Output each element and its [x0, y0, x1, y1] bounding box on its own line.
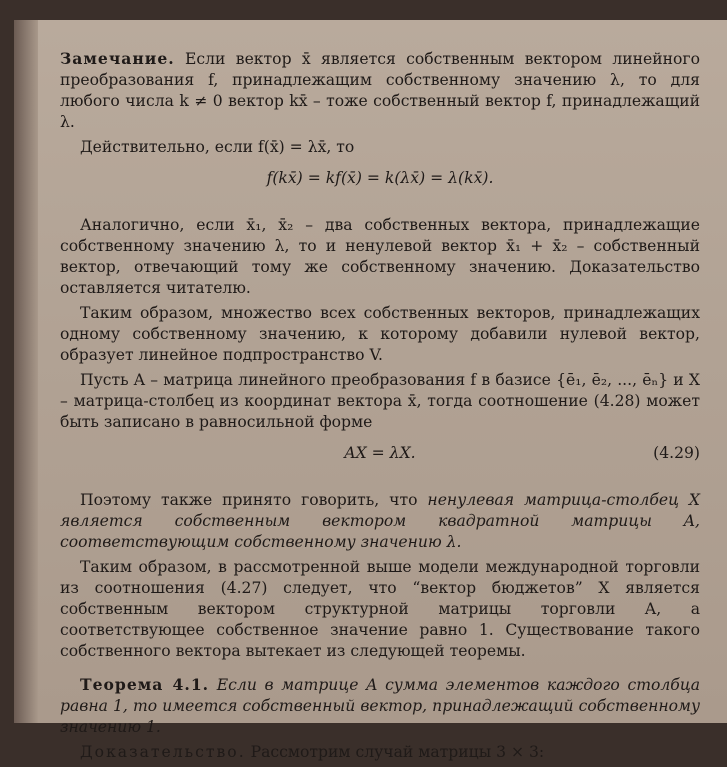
spacer	[60, 476, 700, 490]
paragraph-1: Аналогично, если x̄₁, x̄₂ – два собственных вектора, принадлежащие собственному значению λ, то и ненулевой вектор x̄₁ + x̄₂ – собственный вектор, отвечающий тому же собственному значению. Доказательство оставляется читателю.	[60, 216, 700, 297]
spacer	[60, 666, 700, 674]
theorem-paragraph	[60, 674, 700, 738]
paragraph-4-start: Поэтому также принято говорить, что	[80, 491, 428, 509]
remark-text: Если вектор x̄ является собственным вектором линейного преобразования f, принадлежащим собственному значению λ, то для любого числа k ≠ 0 вектор kx̄ – тоже собственный вектор f, принадлежащий λ.	[60, 50, 700, 131]
remark-paragraph	[60, 48, 700, 133]
formula-2	[60, 443, 700, 464]
spacer	[60, 201, 700, 215]
book-page	[14, 20, 727, 761]
theorem-text: Если в матрице A сумма элементов каждого столбца равна 1, то имеется собственный вектор, принадлежащий собственному значению 1.	[60, 676, 700, 736]
remark-title: Замечание.	[60, 49, 175, 68]
formula-1	[60, 168, 700, 189]
proof-text: Рассмотрим случай матрицы 3 × 3:	[250, 743, 545, 761]
proof-title: Доказательство.	[80, 743, 246, 761]
theorem-title: Теорема 4.1.	[80, 675, 210, 694]
formula-1-text: f(kx̄) = kf(x̄) = k(λx̄) = λ(kx̄).	[266, 169, 494, 187]
formula-2-text: AX = λX.	[344, 444, 416, 462]
page-text	[60, 48, 700, 767]
proof-line: Действительно, если f(x̄) = λx̄, то	[80, 138, 355, 156]
paragraph-2: Таким образом, множество всех собственных векторов, принадлежащих одному собственному значению, к которому добавили нулевой вектор, образует линейное подпространство V.	[60, 304, 700, 364]
paragraph-4-italic: ненулевая матрица-столбец X является собственным вектором квадратной матрицы A, соответствующим собственному значению λ.	[60, 491, 700, 551]
paragraph-5: Таким образом, в рассмотренной выше модели международной торговли из соотношения (4.27) следует, что “вектор бюджетов” X является собственным вектором структурной матрицы торговли A, а соответствующее собственное значение равно 1. Существование такого собственного вектора вытекает из следующей теоремы.	[60, 558, 700, 660]
paragraph-3: Пусть A – матрица линейного преобразования f в базисе {ē₁, ē₂, ..., ēₙ} и X – матрица-столбец из координат вектора x̄, тогда соотношение (4.28) может быть записано в равносильной форме	[60, 371, 700, 431]
page-binding-shadow	[14, 20, 38, 723]
proof-paragraph	[60, 742, 700, 763]
paragraph-4	[60, 490, 700, 553]
equation-number: (4.29)	[653, 444, 700, 462]
